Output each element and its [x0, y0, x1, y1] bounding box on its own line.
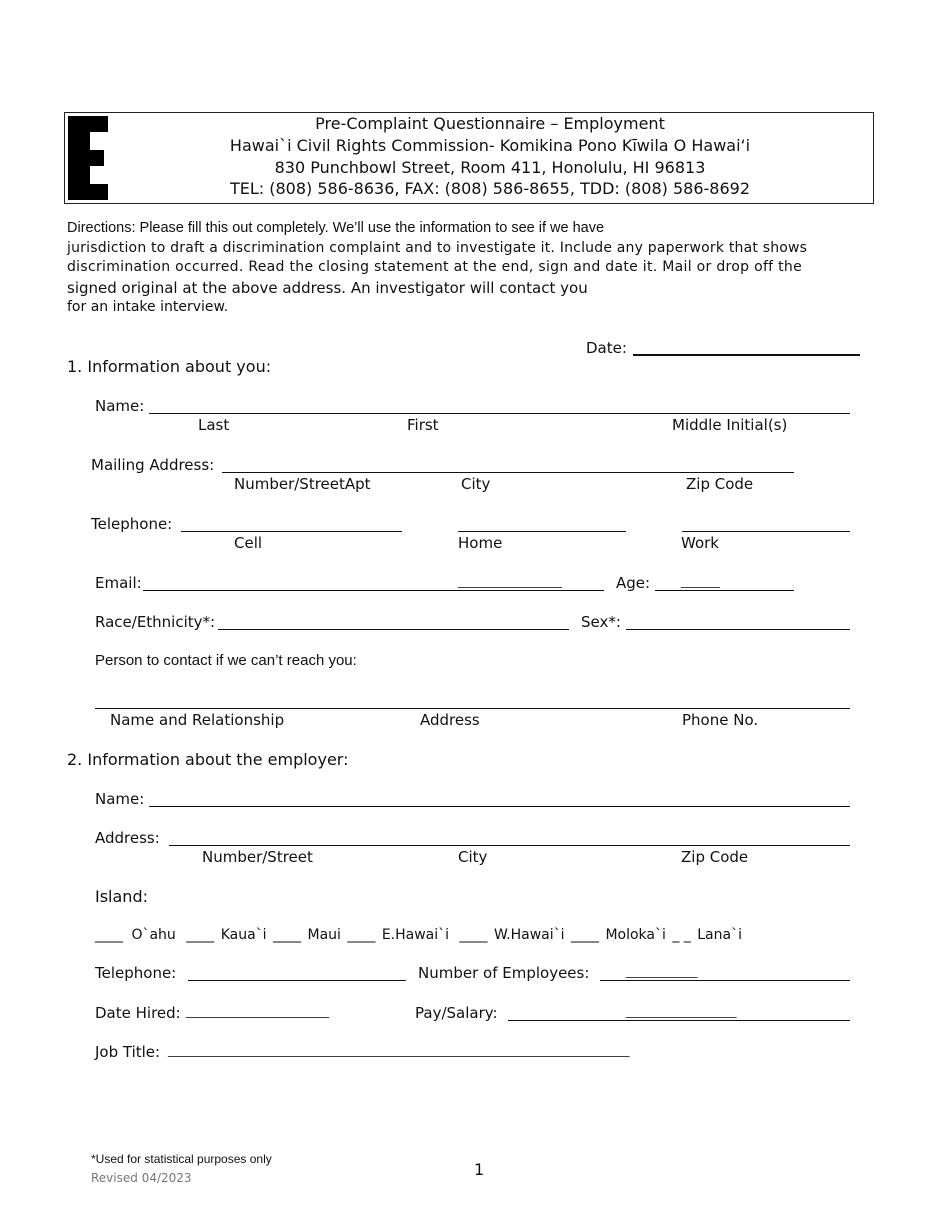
number-of-employees-field[interactable]: [600, 980, 850, 981]
pay-underscores: _________________: [626, 1004, 737, 1019]
section-1-title: 1. Information about you:: [67, 357, 272, 376]
directions-line-4: signed original at the above address. An investigator will contact you: [67, 279, 588, 297]
applicant-name-field[interactable]: [149, 413, 850, 414]
pay-salary-field[interactable]: [508, 1020, 850, 1021]
telephone-work-field[interactable]: [682, 531, 850, 532]
agency-name: Hawai`i Civil Rights Commission- Komikina Pono Kīwila O Hawai‘i: [229, 136, 751, 155]
date-label: Date:: [586, 339, 627, 357]
island-lanai-label: Lana`i: [697, 927, 742, 943]
island-e-hawaii-label: E.Hawai`i: [381, 927, 450, 943]
logo-letter-e-icon: [68, 116, 110, 200]
island-lanai-blank[interactable]: _ _: [672, 927, 691, 943]
employer-name-label: Name:: [95, 790, 145, 808]
applicant-telephone-label: Telephone:: [91, 515, 173, 533]
telephone-home-field[interactable]: [458, 531, 626, 532]
island-w-hawaii-label: W.Hawai`i: [493, 927, 565, 943]
mailing-address-label: Mailing Address:: [91, 456, 215, 474]
caption-address: Address: [420, 711, 480, 729]
agency-address: 830 Punchbowl Street, Room 411, Honolulu, HI 96813: [274, 158, 706, 177]
email-underscores: ________________: [458, 574, 562, 589]
age-label: Age:: [616, 574, 651, 592]
section-2-title: 2. Information about the employer:: [67, 750, 349, 769]
applicant-name-label: Name:: [95, 397, 145, 415]
contact-person-label: Person to contact if we can’t reach you:: [95, 652, 357, 669]
island-molokai-blank[interactable]: ____: [571, 927, 599, 943]
agency-phones: TEL: (808) 586-8636, FAX: (808) 586-8655, TDD: (808) 586-8692: [229, 179, 751, 198]
island-options: [95, 927, 742, 943]
pay-salary-label: Pay/Salary:: [415, 1004, 498, 1022]
island-e-hawaii-blank[interactable]: ____: [347, 927, 376, 943]
caption-number-street: Number/Street: [202, 848, 313, 866]
island-molokai-label: Moloka`i: [605, 927, 666, 943]
island-maui-label: Maui: [307, 927, 341, 943]
mailing-address-field[interactable]: [222, 472, 794, 473]
employer-address-label: Address:: [95, 829, 160, 847]
island-w-hawaii-blank[interactable]: ____: [459, 927, 488, 943]
employer-name-field[interactable]: [149, 806, 850, 807]
caption-name-relationship: Name and Relationship: [110, 711, 285, 729]
island-label: Island:: [95, 887, 148, 906]
caption-cell: Cell: [234, 534, 263, 552]
caption-zip-code: Zip Code: [686, 475, 754, 493]
email-field[interactable]: [143, 590, 604, 591]
date-hired-field[interactable]: ______________________: [186, 1004, 329, 1019]
island-maui-blank[interactable]: ____: [273, 927, 302, 943]
employees-underscores: ___________: [626, 964, 698, 979]
island-kauai-label: Kaua`i: [220, 927, 267, 943]
job-title-field[interactable]: _______________________________________________________________________: [168, 1043, 630, 1058]
revised-date: Revised 04/2023: [91, 1171, 192, 1185]
caption-employer-zip: Zip Code: [681, 848, 749, 866]
sex-field[interactable]: [626, 629, 850, 630]
caption-number-street-apt: Number/StreetApt: [234, 475, 371, 493]
date-hired-label: Date Hired:: [95, 1004, 181, 1022]
island-oahu-blank[interactable]: ____: [95, 927, 123, 943]
race-ethnicity-label: Race/Ethnicity*:: [95, 613, 216, 631]
directions-line-1: Directions: Please fill this out completely. We’ll use the information to see if we have: [67, 220, 605, 236]
caption-home: Home: [458, 534, 503, 552]
page-number: 1: [474, 1160, 485, 1179]
form-title: Pre-Complaint Questionnaire – Employment: [315, 114, 665, 133]
caption-work: Work: [681, 534, 719, 552]
caption-last: Last: [198, 416, 230, 434]
statistical-note: *Used for statistical purposes only: [91, 1152, 272, 1166]
employer-telephone-label: Telephone:: [95, 964, 177, 982]
caption-middle-initial: Middle Initial(s): [672, 416, 788, 434]
age-field[interactable]: [655, 590, 794, 591]
island-kauai-blank[interactable]: ____: [186, 927, 215, 943]
directions-line-3: discrimination occurred. Read the closing statement at the end, sign and date it. Mail or drop off the: [67, 259, 803, 275]
number-of-employees-label: Number of Employees:: [418, 964, 590, 982]
directions-line-5: for an intake interview.: [67, 299, 229, 315]
directions-line-2: jurisdiction to draft a discrimination complaint and to investigate it. Include any paperwork that shows: [67, 240, 808, 256]
contact-person-field[interactable]: [95, 708, 850, 709]
telephone-cell-field[interactable]: [181, 531, 402, 532]
job-title-label: Job Title:: [95, 1043, 161, 1061]
email-label: Email:: [95, 574, 142, 592]
island-oahu-label: O`ahu: [131, 927, 176, 943]
caption-city: City: [461, 475, 491, 493]
sex-label: Sex*:: [581, 613, 621, 631]
date-field[interactable]: [633, 354, 860, 356]
caption-employer-city: City: [458, 848, 488, 866]
employer-telephone-field[interactable]: [188, 980, 406, 981]
race-ethnicity-field[interactable]: [218, 629, 569, 630]
caption-first: First: [407, 416, 439, 434]
caption-phone-no: Phone No.: [682, 711, 759, 729]
age-underscores: ______: [681, 574, 720, 589]
employer-address-field[interactable]: [169, 845, 850, 846]
